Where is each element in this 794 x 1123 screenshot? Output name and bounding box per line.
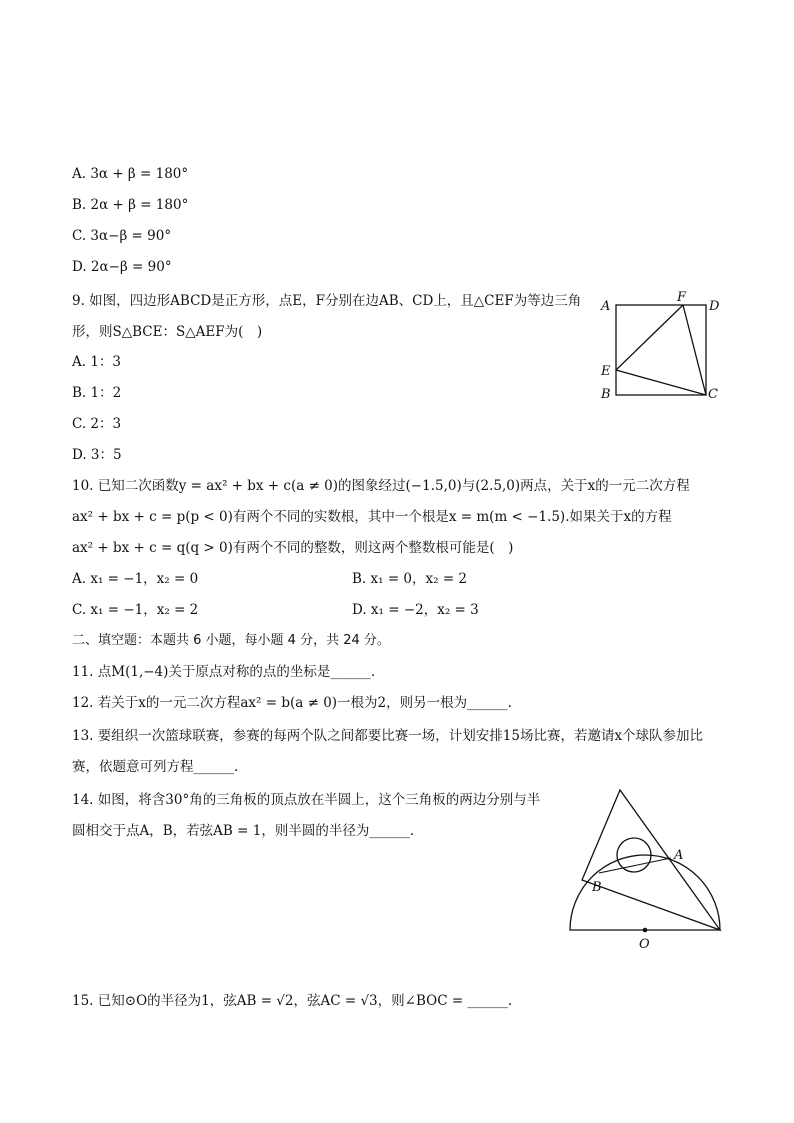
q9-label-a: A (601, 299, 611, 314)
q9-option-a: A. 1：3 (72, 354, 122, 370)
q8-option-a: A. 3α + β = 180° (72, 166, 189, 182)
q14-line2: 圆相交于点A，B，若弦AB = 1，则半圆的半径为______. (72, 823, 415, 839)
q8-option-c: C. 3α−β = 90° (72, 228, 172, 244)
q14-label-a: A (674, 848, 684, 863)
q11: 11. 点M(1,−4)关于原点对称的点的坐标是______. (72, 664, 376, 680)
q9-stem-line2: 形，则S△BCE：S△AEF为( ) (72, 324, 263, 340)
q9-option-d: D. 3：5 (72, 447, 122, 463)
q10-option-c: C. x₁ = −1，x₂ = 2 (72, 602, 199, 618)
q14-label-o: O (639, 937, 650, 952)
q13-line2: 赛，依题意可列方程______. (72, 759, 239, 775)
q9-option-c: C. 2：3 (72, 416, 122, 432)
q10-option-d: D. x₁ = −2，x₂ = 3 (352, 602, 479, 618)
q9-label-b: B (601, 387, 611, 402)
q10-option-b: B. x₁ = 0，x₂ = 2 (352, 571, 468, 587)
q9-label-c: C (708, 387, 718, 402)
q9-label-e: E (601, 364, 611, 379)
q10-option-a: A. x₁ = −1，x₂ = 0 (72, 571, 199, 587)
q14-semicircle-figure (562, 785, 742, 955)
q8-option-d: D. 2α−β = 90° (72, 259, 172, 275)
q14-line1: 14. 如图，将含30°角的三角板的顶点放在半圆上，这个三角板的两边分别与半 (72, 792, 541, 808)
q9-label-f: F (677, 290, 687, 305)
q9-stem-line1: 9. 如图，四边形ABCD是正方形，点E，F分别在边AB、CD上，且△CEF为等边三角 (72, 293, 582, 309)
q12: 12. 若关于x的一元二次方程ax² = b(a ≠ 0)一根为2，则另一根为______. (72, 695, 512, 711)
q13-line1: 13. 要组织一次篮球联赛，参赛的每两个队之间都要比赛一场，计划安排15场比赛，若邀请x个球队参加比 (72, 728, 704, 744)
q8-option-b: B. 2α + β = 180° (72, 197, 189, 213)
q9-square-figure (595, 288, 735, 408)
q10-line1: 10. 已知二次函数y = ax² + bx + c(a ≠ 0)的图象经过(−1.5,0)与(2.5,0)两点，关于x的一元二次方程 (72, 478, 690, 494)
q9-label-d: D (709, 299, 720, 314)
q14-label-b: B (592, 880, 602, 895)
q10-line3: ax² + bx + c = q(q > 0)有两个不同的整数，则这两个整数根可能是( ) (72, 540, 514, 556)
section-heading-fill-in: 二、填空题：本题共 6 小题，每小题 4 分，共 24 分。 (72, 633, 390, 648)
q10-line2: ax² + bx + c = p(p < 0)有两个不同的实数根，其中一个根是x = m(m < −1.5).如果关于x的方程 (72, 509, 672, 525)
q15: 15. 已知⊙O的半径为1，弦AB = √2，弦AC = √3，则∠BOC = ______. (72, 993, 513, 1009)
q9-option-b: B. 1：2 (72, 385, 122, 401)
